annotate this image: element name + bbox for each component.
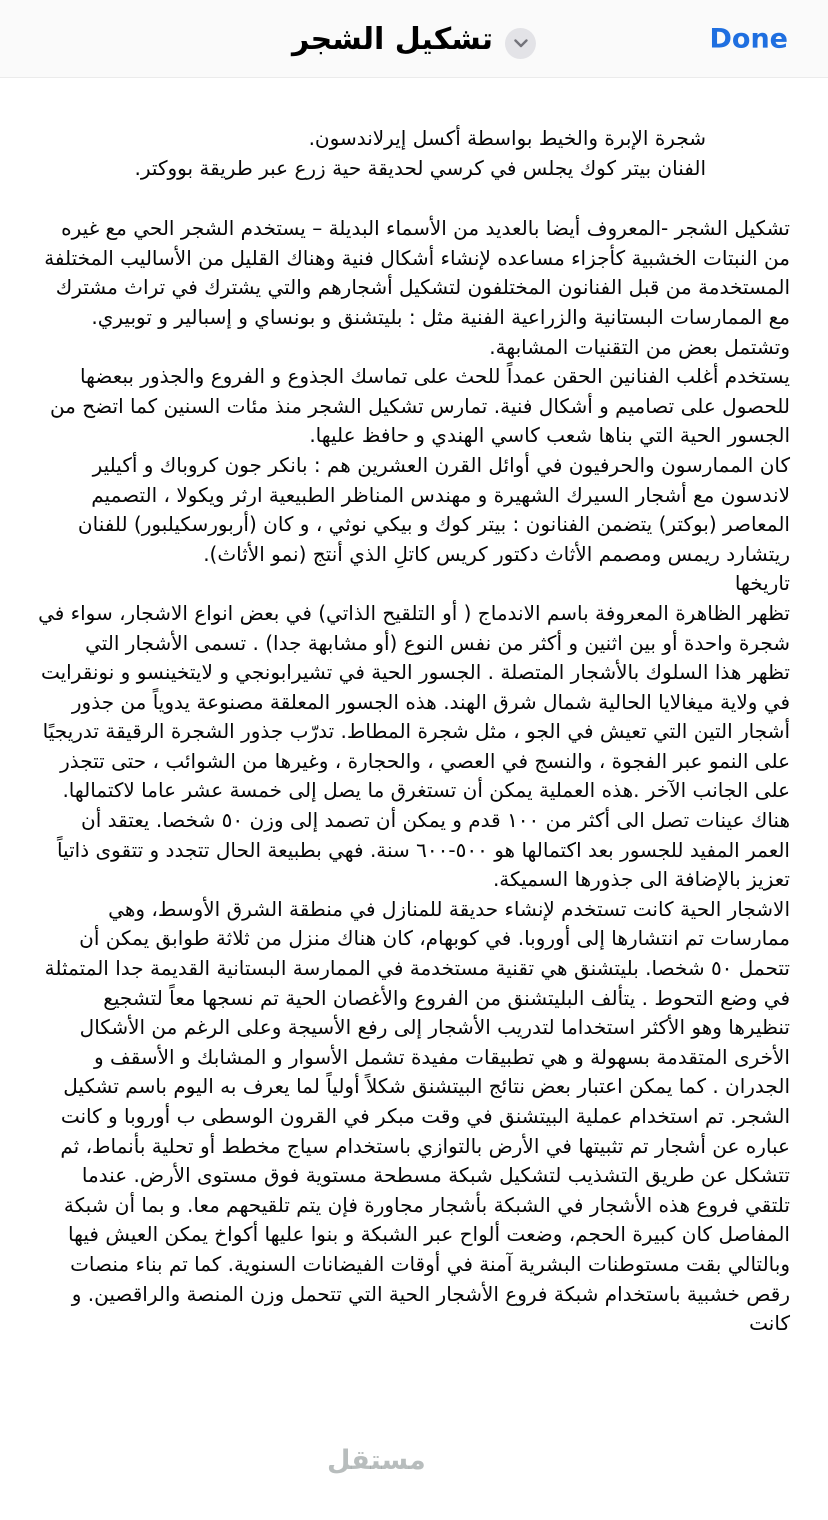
paragraph-pleaching: الاشجار الحية كانت تستخدم لإنشاء حديقة للمنازل في منطقة الشرق الأوسط، وهي ممارسات تم انتشارها إلى أوروبا. في كوبهام، كان هناك منزل من ثلاثة طوابق يمكن أن تتحمل ٥٠ شخصا. بليتشنق هي تقنية مستخدمة في الممارسة البستانية القديمة جدا المتمثلة في وضع التحوط . يتألف البليتشنق من الفروع والأغصان الحية تم نسجها معاً لتشجيع تنظيرها وهو الأكثر استخداما لتدريب الأشجار إلى رفع الأسيجة وعلى الرغم من الأشكال الأخرى المتقدمة بسهولة و هي تطبيقات مفيدة تشمل الأسوار و المشابك و الأسقف و الجدران . كما يمكن اعتبار بعض نتائج البيتشنق شكلاً أولياً لما يعرف به اليوم باسم تشكيل الشجر. تم استخدام عملية البيتشنق في وقت مبكر في القرون الوسطى ب أوروبا و كانت عباره عن أشجار تم تثبيتها في الأرض بالتوازي باستخدام سياج مخطط أو تحلية بأنماط، ثم تتشكل عن طريق التشذيب لتشكيل شبكة مسطحة مستوية فوق مستوى الأرض. عندما تلتقي فروع هذه الأشجار في الشبكة بأشجار مجاورة فإن يتم تلقيحهم معا. و بما أن شبكة المفاصل كان كبيرة الحجم، وضعت ألواح عبر الشبكة و بنوا عليها أكواخ يمكن العيش فيها وبالتالي بقت مستوطنات البشرية آمنة في أوقات الفيضانات السنوية. كما تم بناء منصات رقص خشبية باستخدام شبكة فروع الأشجار الحية التي تتحمل وزن المنصة والراقصين. و كانت — [44, 896, 790, 1336]
section-heading-history: تاريخها — [734, 571, 790, 596]
image-caption-block — [38, 124, 790, 183]
done-button[interactable]: Done — [709, 23, 788, 54]
caption-line: الفنان بيتر كوك يجلس في كرسي لحديقة حية زرع عبر طريقة بووكتر. — [134, 155, 706, 180]
page-title: تشكيل الشجر — [291, 21, 494, 57]
paragraph-inosculation: تظهر الظاهرة المعروفة باسم الاندماج ( أو التلقيح الذاتي) في بعض انواع الاشجار، سواء في شجرة واحدة أو بين اثنين و أكثر من نفس النوع (أو مشابهة جدا) . تسمى الأشجار التي تظهر هذا السلوك بالأشجار المتصلة . الجسور الحية في تشيرابونجي و لايتخينسو و نونقرايت في ولاية ميغالايا الحالية شمال شرق الهند. هذه الجسور المعلقة مصنوعة يدوياً من جذور أشجار التين التي تعيش في الجو ، مثل شجرة المطاط. تدرّب جذور الشجرة الرقيقة تدريجيًا على النمو عبر الفجوة ، والنسج في العصي ، والحجارة ، وغيرها من الشوائب ، حتى تتجذر على الجانب الآخر .هذه العملية يمكن أن تستغرق ما يصل إلى خمسة عشر عاما لاكتمالها. هناك عينات تصل الى أكثر من ١٠٠ قدم و يمكن أن تصمد إلى وزن ٥٠ شخصا. يعتقد أن العمر المفيد للجسور بعد اكتمالها هو ٥٠٠-٦٠٠ سنة. فهي بطبيعة الحال تتجدد و تتقوى ذاتياً تعزيز بالإضافة الى جذورها السميكة. — [38, 600, 790, 892]
paragraph-practitioners: كان الممارسون والحرفيون في أوائل القرن العشرين هم : بانكر جون كروباك و أكيلير لاندسون مع أشجار السيرك الشهيرة و مهندس المناظر الطبيعية ارثر ويكولا ، التصميم المعاصر (بوكتر) يتضمن الفنانون : بيتر كوك و بيكي نوثي ، و كان (أربورسكيلبور) للفنان ريتشارد ريمس ومصمم الأثاث دكتور كريس كاتلِ الذي أنتج (نمو الأثاث). — [77, 452, 790, 566]
paragraph-techniques: يستخدم أغلب الفنانين الحقن عمداً للحث على تماسك الجذوع و الفروع والجذور ببعضها للحصول على تصاميم و أشكال فنية. تمارس تشكيل الشجر منذ مئات السنين كما اتضح من الجسور الحية التي بناها شعب كاسي الهندي و حافظ عليها. — [49, 364, 790, 448]
caption-line: شجرة الإبرة والخيط بواسطة أكسل إيرلاندسون. — [308, 126, 706, 150]
nav-bar — [0, 0, 828, 78]
paragraph-intro: تشكيل الشجر -المعروف أيضا بالعديد من الأسماء البديلة – يستخدم الشجر الحي مع غيره من النبتات الخشبية كأجزاء مساعده لإنشاء أشكال فنية وهناك القليل من الأساليب المختلفة المستخدمة من قبل الفنانون المختلفون لتشكيل أشجارهم والتي يشترك في تراث مشترك مع الممارسات البستانية والزراعية الفنية مثل : بليتشنق و بونساي و إسبالير و توبيري. وتشتمل بعض من التقنيات المشابهة. — [44, 216, 790, 359]
chevron-down-icon — [514, 36, 528, 51]
watermark: مستقل — [327, 1445, 426, 1476]
title-menu-button[interactable] — [505, 28, 536, 59]
title-group — [292, 0, 536, 78]
document-body[interactable] — [0, 78, 828, 1520]
